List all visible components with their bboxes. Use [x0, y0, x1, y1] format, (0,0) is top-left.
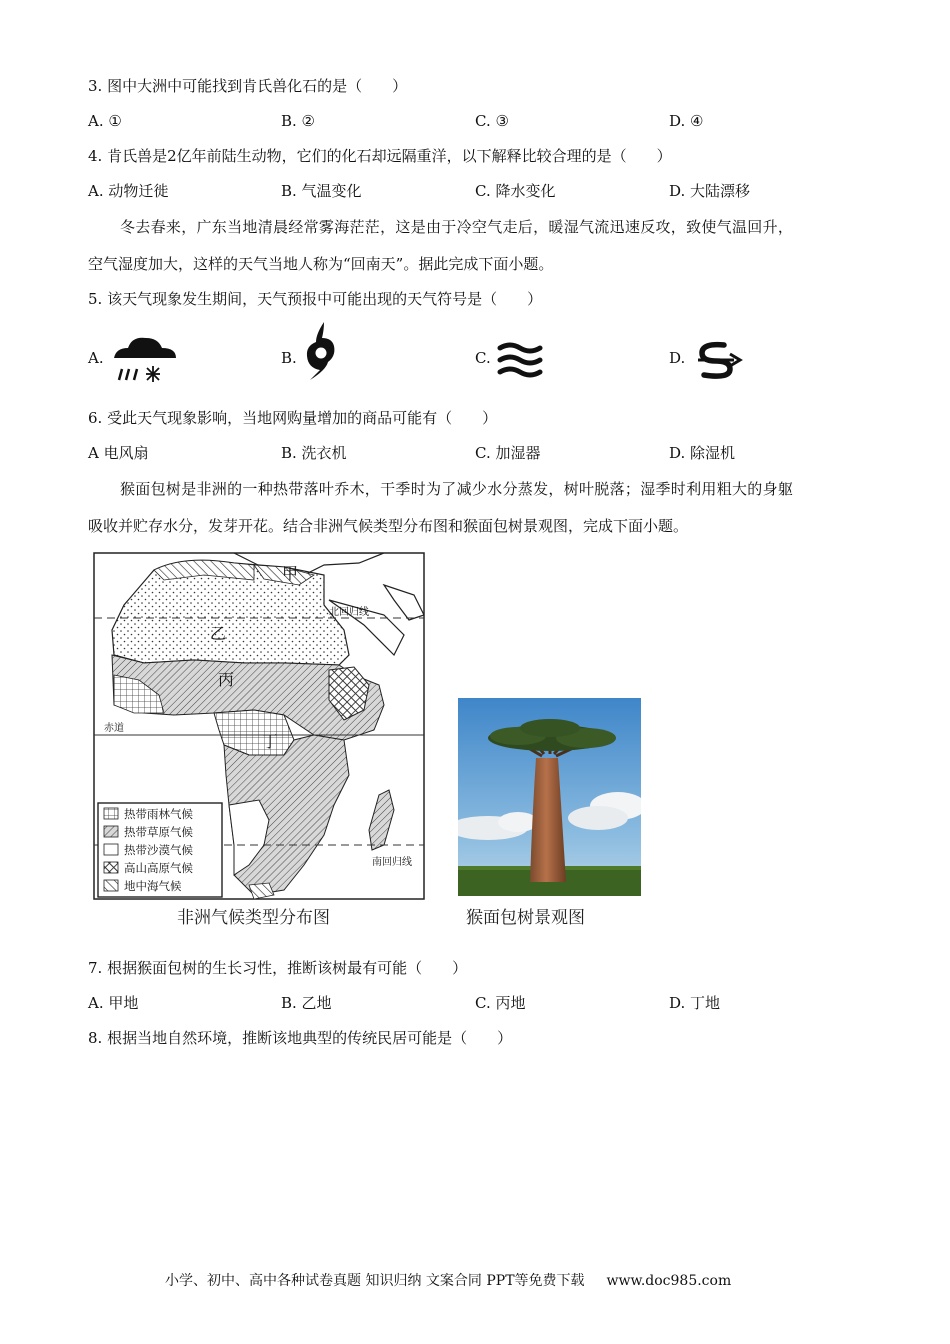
legend-desert: 热带沙漠气候 [124, 843, 193, 857]
page-footer [165, 1270, 731, 1290]
question-3-stem: 3. 图中大洲中可能找到肯氏兽化石的是（ ） [88, 77, 408, 95]
q4-option-c[interactable]: C. 降水变化 [475, 182, 556, 200]
map-label-jia: 甲 [282, 564, 299, 583]
map-caption: 非洲气候类型分布图 [177, 908, 330, 928]
map-label-yi: 乙 [210, 624, 227, 643]
tropic-of-capricorn-label: 南回归线 [372, 857, 412, 868]
legend-highland: 高山高原气候 [124, 861, 193, 875]
q4-option-a[interactable]: A. 动物迁徙 [88, 182, 169, 200]
legend-rainforest: 热带雨林气候 [124, 807, 193, 821]
passage-2-line-1: 猴面包树是非洲的一种热带落叶乔木，干季时为了减少水分蒸发，树叶脱落；湿季时利用粗大的身躯 [120, 480, 794, 498]
q7-option-b[interactable]: B. 乙地 [281, 994, 332, 1012]
tropic-of-cancer-label: 北回归线 [329, 607, 369, 618]
q5-option-b[interactable]: B. [281, 349, 297, 367]
q3-option-a[interactable]: A. ① [88, 112, 122, 130]
q3-option-b[interactable]: B. ② [281, 112, 316, 130]
q7-option-c[interactable]: C. 丙地 [475, 994, 526, 1012]
rain-snow-icon [110, 330, 180, 386]
q5-option-d[interactable]: D. [669, 349, 686, 367]
question-7-stem: 7. 根据猴面包树的生长习性，推断该树最有可能（ ） [88, 959, 468, 977]
legend-mediterranean: 地中海气候 [124, 879, 182, 893]
q5-option-a[interactable]: A. [88, 349, 104, 367]
q7-option-a[interactable]: A. 甲地 [88, 994, 139, 1012]
q3-option-c[interactable]: C. ③ [475, 112, 509, 130]
legend-savanna: 热带草原气候 [124, 825, 193, 839]
q4-option-d[interactable]: D. 大陆漂移 [669, 182, 751, 200]
africa-climate-map [84, 545, 434, 907]
passage-1-line-1: 冬去春来，广东当地清晨经常雾海茫茫，这是由于冷空气走后，暖湿气流迅速反攻，致使气温回升， [120, 218, 794, 236]
baobab-tree-photo [458, 698, 641, 896]
passage-1-line-2: 空气湿度加大，这样的天气当地人称为“回南天”。据此完成下面小题。 [88, 255, 554, 273]
q6-option-d[interactable]: D. 除湿机 [669, 444, 736, 462]
question-4-stem: 4. 肯氏兽是2亿年前陆生动物，它们的化石却远隔重洋，以下解释比较合理的是（ ） [88, 147, 672, 165]
question-8-stem: 8. 根据当地自然环境，推断该地典型的传统民居可能是（ ） [88, 1029, 513, 1047]
map-label-bing: 丙 [218, 670, 235, 689]
question-6-stem: 6. 受此天气现象影响，当地网购量增加的商品可能有（ ） [88, 409, 498, 427]
q5-option-c[interactable]: C. [475, 349, 491, 367]
q3-option-d[interactable]: D. ④ [669, 112, 704, 130]
footer-url[interactable]: www.doc985.com [606, 1273, 732, 1289]
photo-caption: 猴面包树景观图 [466, 908, 585, 928]
map-label-ding: 丁 [262, 732, 279, 751]
q6-option-b[interactable]: B. 洗衣机 [281, 444, 347, 462]
typhoon-icon [302, 320, 338, 382]
q6-option-a[interactable]: A 电风扇 [88, 444, 149, 462]
passage-2-line-2: 吸收并贮存水分，发芽开花。结合非洲气候类型分布图和猴面包树景观图，完成下面小题。 [88, 517, 689, 535]
footer-text: 小学、初中、高中各种试卷真题 知识归纳 文案合同 PPT等免费下载 [165, 1273, 585, 1289]
map-legend [98, 803, 222, 897]
equator-label: 赤道 [104, 723, 124, 734]
fog-icon [496, 340, 548, 384]
q4-option-b[interactable]: B. 气温变化 [281, 182, 362, 200]
q6-option-c[interactable]: C. 加湿器 [475, 444, 541, 462]
q7-option-d[interactable]: D. 丁地 [669, 994, 721, 1012]
question-5-stem: 5. 该天气现象发生期间，天气预报中可能出现的天气符号是（ ） [88, 290, 543, 308]
sandstorm-icon [694, 337, 746, 383]
